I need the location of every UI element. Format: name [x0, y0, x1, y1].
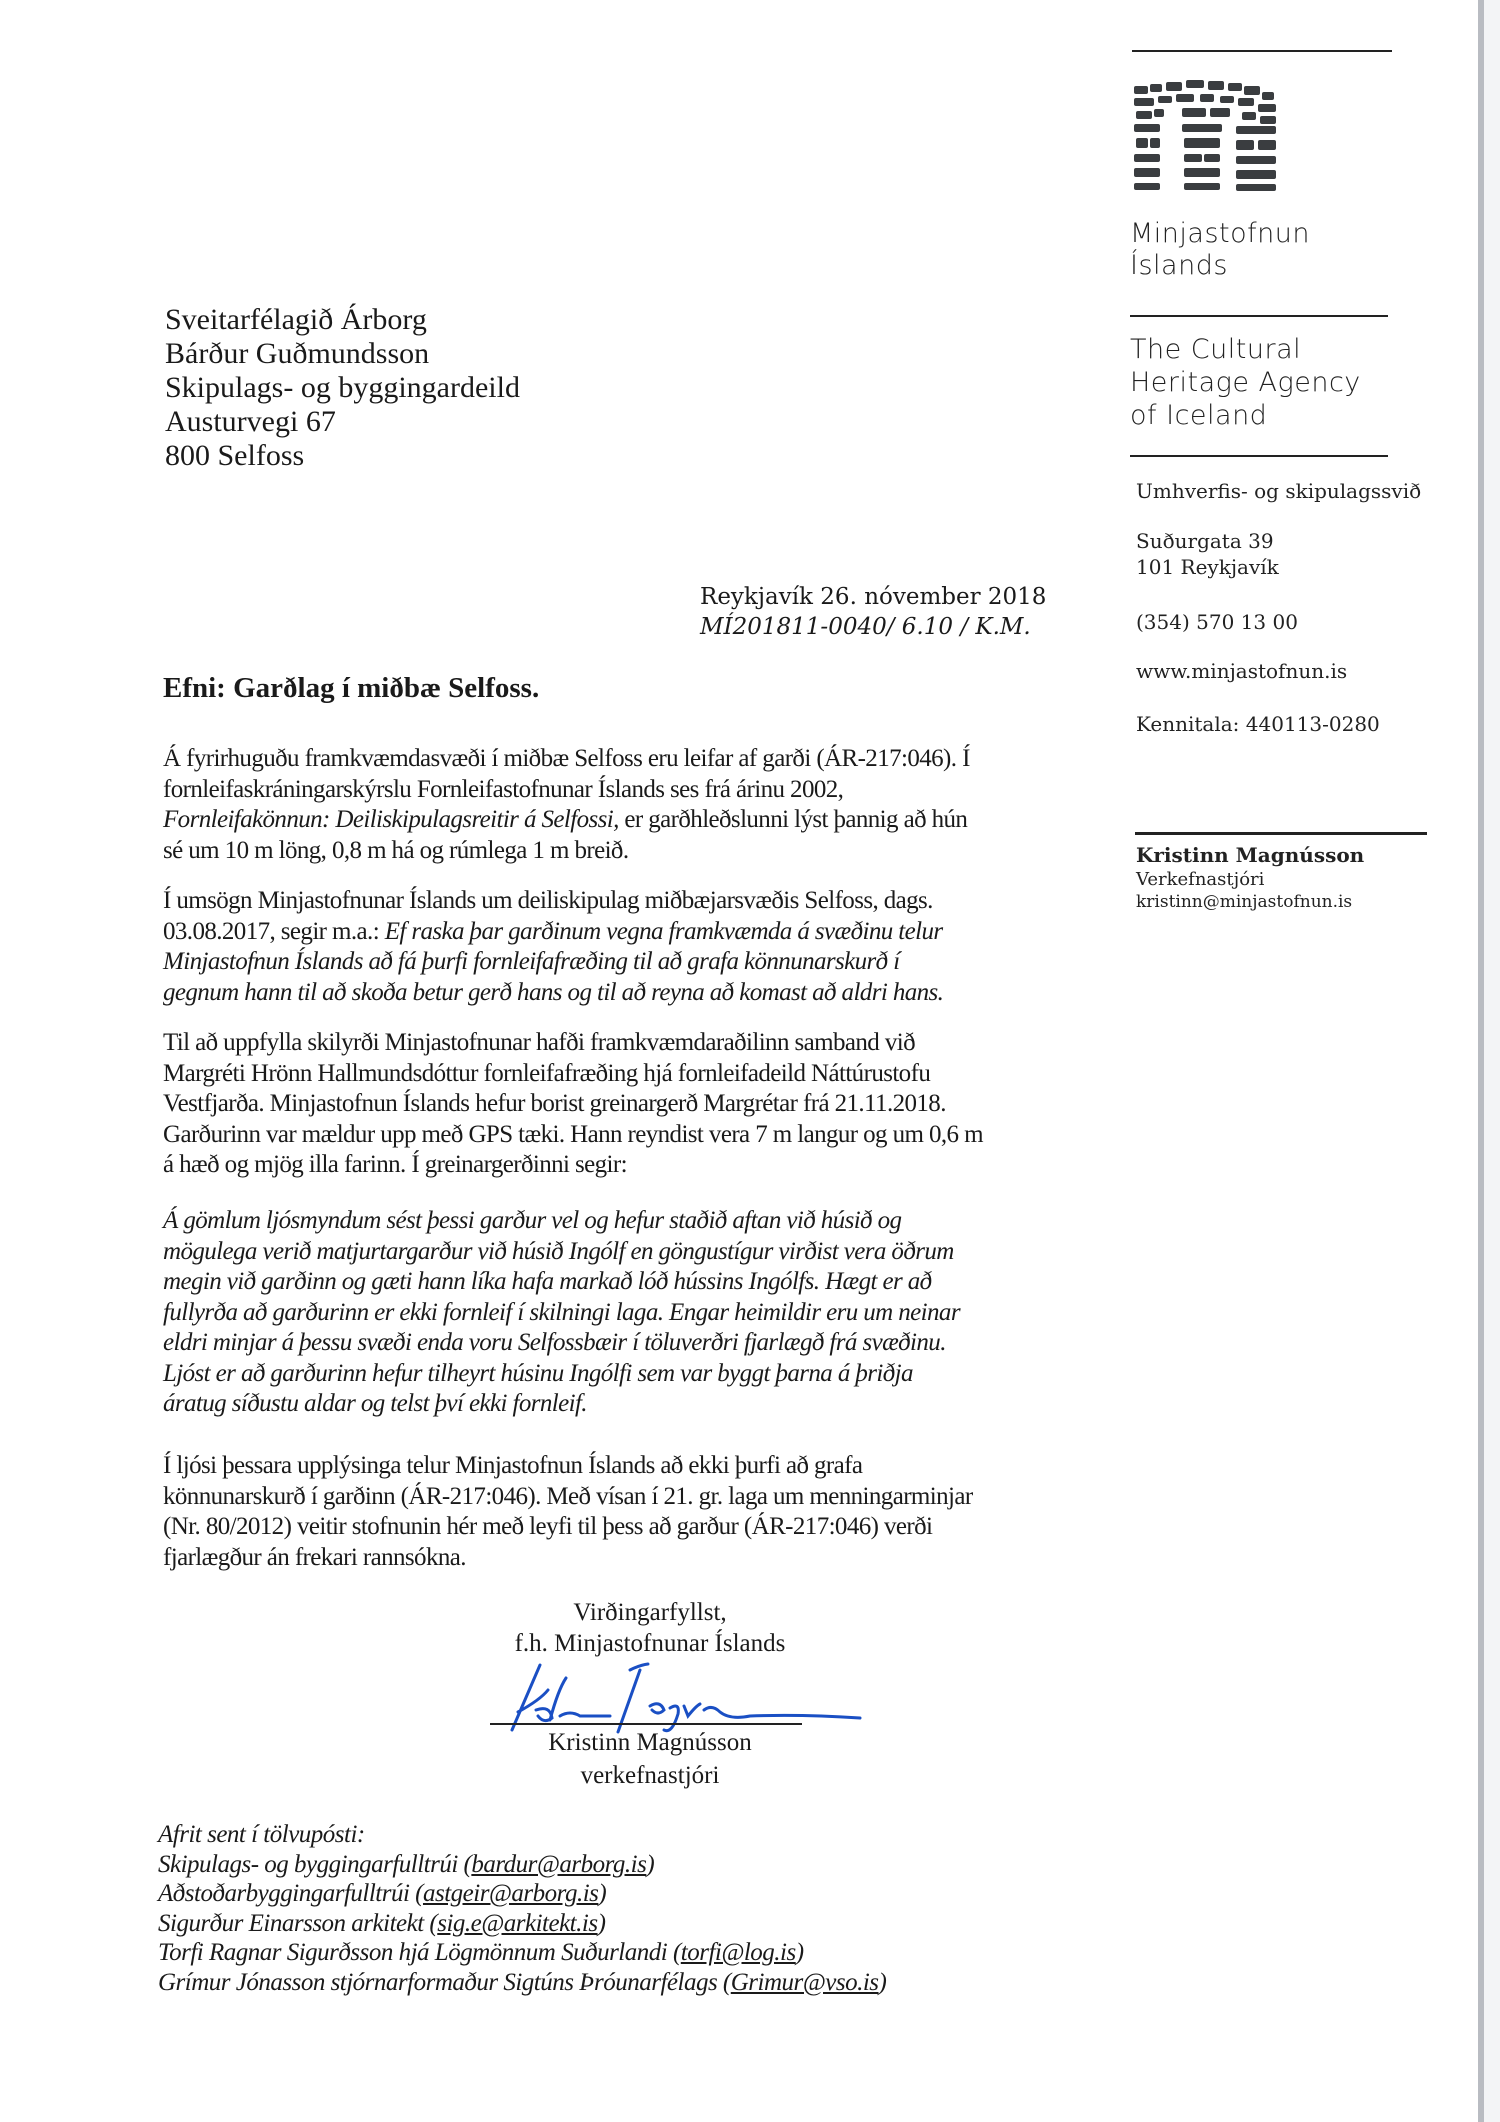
text-line — [163, 978, 1143, 1009]
cc-list — [158, 1820, 886, 1997]
org-name-line: Íslands — [1130, 250, 1228, 281]
text-line: Vestfjarða. Minjastofnun Íslands hefur borist greinargerð Margrétar frá 21.11.2018. — [163, 1090, 946, 1117]
cc-heading: Afrit sent í tölvupósti: — [158, 1821, 365, 1848]
cc-recipient-email-link[interactable]: Grimur@vso.is — [730, 1968, 879, 1996]
city-address: 101 Reykjavík — [1136, 555, 1279, 579]
on-behalf-line: f.h. Minjastofnunar Íslands — [514, 1630, 786, 1657]
text-line: áratug síðustu aldar og telst því ekki fornleif. — [163, 1390, 587, 1417]
org-english-line: Heritage Agency — [1130, 367, 1361, 398]
scan-edge — [1484, 0, 1500, 2122]
text-line: Á gömlum ljósmyndum sést þessi garður vel og hefur staðið aftan við húsið og — [163, 1207, 902, 1234]
cc-recipient-name: Grímur Jónasson stjórnarformaður Sigtúns Þróunarfélags — [158, 1968, 723, 1996]
org-name — [1130, 218, 1310, 282]
divider — [1132, 50, 1392, 52]
recipient-address — [165, 303, 520, 473]
divider — [1130, 455, 1388, 457]
cc-recipient-name: Torfi Ragnar Sigurðsson hjá Lögmönnum Suðurlandi — [158, 1939, 673, 1966]
address-line: Skipulags- og byggingardeild — [165, 371, 520, 404]
italic-text: gegnum hann til að skoða betur gerð hans og til að reyna að komast að aldri hans. — [163, 978, 944, 1006]
text-line: Í ljósi þessara upplýsinga telur Minjastofnun Íslands að ekki þurfi að grafa — [163, 1452, 863, 1479]
text-line: Í umsögn Minjastofnunar Íslands um deiliskipulag miðbæjarsvæðis Selfoss, dags. — [163, 887, 933, 914]
signer-title: verkefnastjóri — [580, 1762, 720, 1789]
cc-recipient-name: Sigurður Einarsson arkitekt — [158, 1909, 430, 1937]
phone-number: (354) 570 13 00 — [1136, 610, 1298, 634]
text-line: mögulega verið matjurtargarður við húsið Ingólf en göngustígur virðist vera öðrum — [163, 1237, 954, 1265]
text-line — [163, 947, 1143, 978]
address-line: Austurvegi 67 — [165, 405, 336, 438]
text-segment: 03.08.2017, segir m.a.: — [163, 917, 385, 945]
text-line: sé um 10 m löng, 0,8 m há og rúmlega 1 m breið. — [163, 836, 629, 864]
signer-name: Kristinn Magnússon — [548, 1729, 752, 1756]
italic-text: Ef raska þar garðinum vegna framkvæmda á svæðinu telur — [384, 917, 943, 945]
scan-edge-shadow — [1478, 0, 1484, 2122]
salutation: Virðingarfyllst, — [573, 1599, 727, 1626]
address-line: 800 Selfoss — [165, 439, 305, 472]
cc-recipient-name: Skipulags- og byggingarfulltrúi — [158, 1850, 464, 1878]
cc-recipient-email-link[interactable]: torfi@log.is — [680, 1939, 796, 1966]
contact-email[interactable]: kristinn@minjastofnun.is — [1136, 892, 1353, 912]
text-line — [163, 917, 1143, 948]
italic-text: Fornleifakönnun: Deiliskipulagsreitir á Selfossi, — [163, 806, 619, 833]
text-line: megin við garðinn og gæti hann líka hafa markað lóð hússins Ingólfs. Hægt er að — [163, 1268, 932, 1295]
cc-recipient-name: Aðstoðarbyggingarfulltrúi — [158, 1880, 416, 1907]
cc-recipient-email-link[interactable]: bardur@arborg.is — [471, 1850, 647, 1878]
text-line: fullyrða að garðurinn er ekki fornleif í skilningi laga. Engar heimildir eru um neinar — [163, 1298, 960, 1326]
reference-number — [700, 612, 1046, 642]
text-line: könnunarskurð í garðinn (ÁR-217:046). Með vísan í 21. gr. laga um menningarminjar — [163, 1482, 973, 1510]
text-line: (Nr. 80/2012) veitir stofnunin hér með leyfi til þess að garður (ÁR-217:046) verði — [163, 1513, 933, 1540]
contact-block — [1136, 842, 1364, 913]
paragraph-1 — [163, 744, 1143, 866]
minjastofnun-logo-icon — [1132, 78, 1280, 196]
paragraph-4 — [163, 1451, 1143, 1573]
address-line: Sveitarfélagið Árborg — [165, 303, 427, 336]
cc-recipient-email-link[interactable]: sig.e@arkitekt.is — [437, 1909, 598, 1937]
date-line: Reykjavík 26. nóvember 2018 — [700, 584, 1047, 610]
italic-text: Minjastofnun Íslands að fá þurfi fornleifafræðing til að grafa könnunarskurð í — [163, 948, 900, 975]
reference-text: MÍ201811-0040/ 6.10 / K.M. — [700, 614, 1031, 640]
text-line: Margréti Hrönn Hallmundsdóttur fornleifafræðing hjá fornleifadeild Náttúrustofu — [163, 1059, 931, 1087]
paragraph-3 — [163, 1028, 1143, 1181]
text-segment: er garðhleðslunni lýst þannig að hún — [618, 806, 968, 833]
id-number: Kennitala: 440113-0280 — [1136, 712, 1380, 736]
cc-recipient: Skipulags- og byggingarfulltrúi (bardur@arborg.is) — [158, 1850, 655, 1878]
subject-heading: Efni: Garðlag í miðbæ Selfoss. — [163, 672, 540, 704]
text-line: fornleifaskráningarskýrslu Fornleifastofnunar Íslands ses frá árinu 2002, — [163, 775, 844, 803]
text-line: Til að uppfylla skilyrði Minjastofnunar hafði framkvæmdaraðilinn samband við — [163, 1029, 915, 1056]
cc-recipient-email-link[interactable]: astgeir@arborg.is — [422, 1880, 599, 1907]
text-line: á hæð og mjög illa farinn. Í greinargerðinni segir: — [163, 1151, 627, 1178]
text-line: Ljóst er að garðurinn hefur tilheyrt húsinu Ingólfi sem var byggt þarna á þriðja — [163, 1359, 913, 1387]
text-line: fjarlægður án frekari rannsókna. — [163, 1543, 466, 1571]
date-reference — [700, 582, 1046, 642]
signature-line — [490, 1723, 802, 1725]
department: Umhverfis- og skipulagssvið — [1136, 479, 1422, 503]
contact-name: Kristinn Magnússon — [1136, 843, 1365, 867]
text-line: Garðurinn var mældur upp með GPS tæki. Hann reyndist vera 7 m langur og um 0,6 m — [163, 1120, 983, 1148]
address-line: Bárður Guðmundsson — [165, 337, 430, 370]
paragraph-2 — [163, 886, 1143, 1008]
text-line — [163, 805, 1143, 836]
org-name-line: Minjastofnun — [1130, 218, 1310, 249]
cc-recipient: Torfi Ragnar Sigurðsson hjá Lögmönnum Suðurlandi (torfi@log.is) — [158, 1939, 804, 1966]
org-english-line: of Iceland — [1130, 400, 1268, 431]
cc-recipient: Aðstoðarbyggingarfulltrúi (astgeir@arborg.is) — [158, 1880, 607, 1907]
contact-title: Verkefnastjóri — [1136, 869, 1265, 890]
street-address: Suðurgata 39 — [1136, 529, 1274, 553]
text-line: Á fyrirhuguðu framkvæmdasvæði í miðbæ Selfoss eru leifar af garði (ÁR-217:046). Í — [163, 745, 970, 772]
cc-recipient: Grímur Jónasson stjórnarformaður Sigtúns Þróunarfélags (Grimur@vso.is) — [158, 1968, 887, 1996]
org-english-name — [1130, 333, 1361, 432]
divider — [1135, 832, 1427, 835]
text-line: eldri minjar á þessu svæði enda voru Selfossbæir í töluverðri fjarlægð frá svæðinu. — [163, 1329, 946, 1356]
quote-paragraph — [163, 1206, 1143, 1420]
website-link[interactable]: www.minjastofnun.is — [1136, 659, 1348, 683]
org-english-line: The Cultural — [1130, 334, 1302, 365]
divider — [1130, 315, 1388, 317]
cc-recipient: Sigurður Einarsson arkitekt (sig.e@arkitekt.is) — [158, 1909, 606, 1937]
